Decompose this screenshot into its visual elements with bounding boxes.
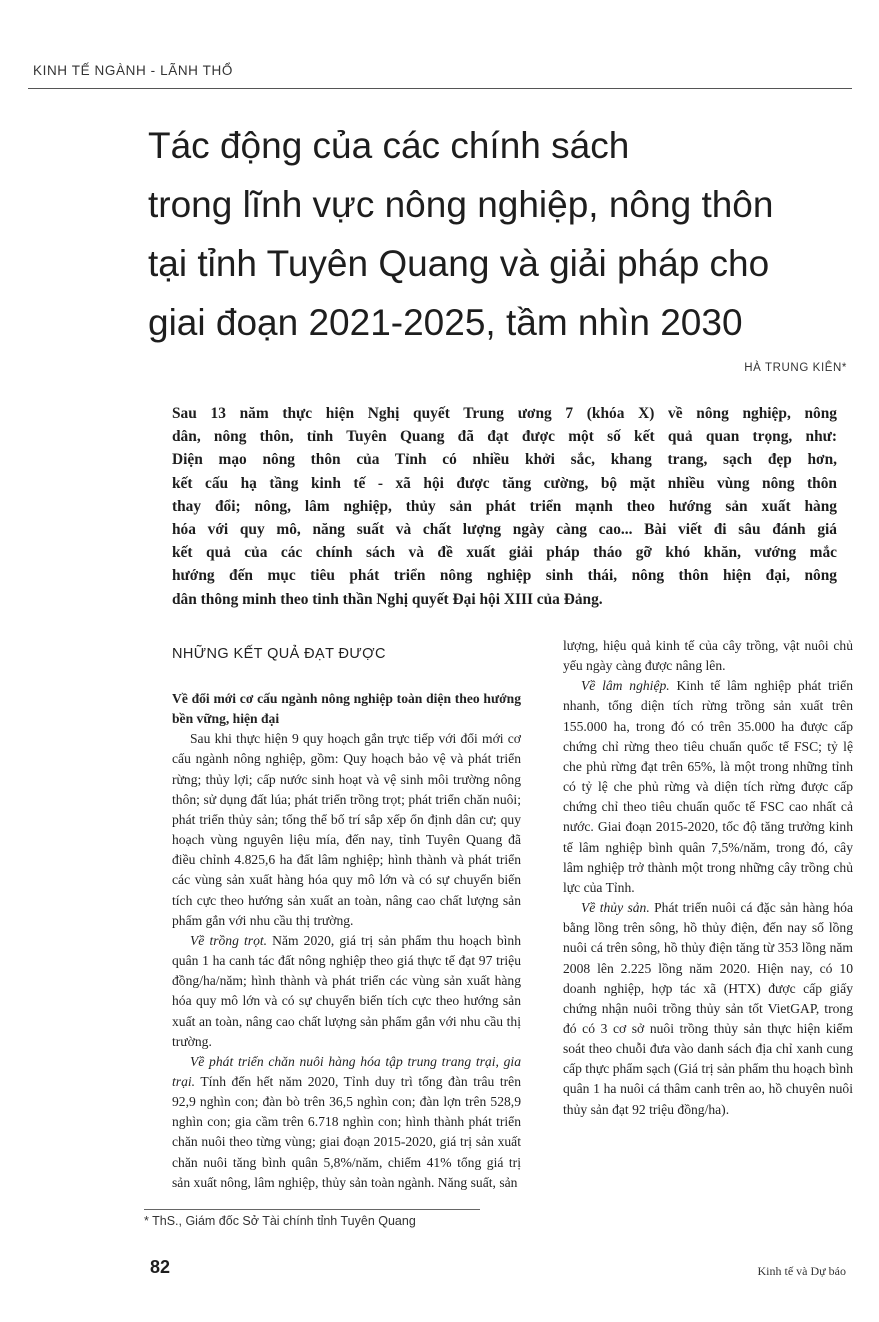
abstract-line: hóa với quy mô, năng suất và chất lượng ngày càng cao... Bài viết đi sâu đánh giá bbox=[172, 521, 837, 539]
paragraph-lead: Về trồng trọt. bbox=[190, 932, 268, 948]
paragraph-text: Tính đến hết năm 2020, Tỉnh duy trì tổng đàn trâu trên 92,9 nghìn con; đàn bò trên 36,5 nghìn con; đàn lợn trên 528,9 nghìn con; gia cầm trên 6.718 nghìn con; hình thành phát triển chăn nuôi theo từng vùng; giai đoạn 2015-2020, giá trị sản xuất chăn nuôi tăng bình quân 5,8%/năm, chiếm 41% tổng giá trị sản xuất nông, lâm nghiệp, thủy sản toàn ngành. Năng suất, sản bbox=[172, 1073, 521, 1190]
paragraph-lead: Về lâm nghiệp. bbox=[581, 678, 670, 694]
abstract-line: kết quả của các chính sách và đề xuất giải pháp tháo gỡ khó khăn, vướng mắc bbox=[172, 544, 837, 562]
body-paragraph: Sau khi thực hiện 9 quy hoạch gắn trực tiếp với đổi mới cơ cấu ngành nông nghiệp, gồm: Quy hoạch bảo vệ và phát triển rừng; thủy lợi; cấp nước sinh hoạt và vệ sinh môi trường nông thôn; sử dụng đất lúa; phát triển trồng trọt; phát triển chăn nuôi; phát triển thủy sản; tổng thể bố trí sắp xếp ổn định dân cư; quy hoạch vùng nguyên liệu mía, đến nay, tỉnh Tuyên Quang đã điều chỉnh 4.825,6 ha đất lâm nghiệp; hình thành và phát triển các vùng sản xuất hàng hóa quy mô lớn và có sự chuyển biến tích cực theo hướng sản xuất an toàn, nâng cao chất lượng sản phẩm gắn với nhu cầu thị trường. bbox=[172, 731, 521, 928]
body-paragraph bbox=[563, 676, 853, 898]
abstract-line: dân, nông thôn, tỉnh Tuyên Quang đã đạt được một số kết quả quan trọng, như: bbox=[172, 428, 837, 446]
title-line: Tác động của các chính sách bbox=[148, 125, 630, 166]
abstract-line: kết cấu hạ tầng kinh tế - xã hội được tăng cường, bộ mặt nhiều vùng nông thôn bbox=[172, 474, 837, 492]
paragraph-lead: Về thủy sản. bbox=[581, 900, 650, 916]
title-line: tại tỉnh Tuyên Quang và giải pháp cho bbox=[148, 243, 770, 284]
paragraph-text: Năm 2020, giá trị sản phẩm thu hoạch bình quân 1 ha canh tác đất nông nghiệp theo giá thực tế đạt 97 triệu đồng/ha/năm; hình thành và phát triển các vùng sản xuất hàng hóa quy mô lớn và có sự chuyển biến tích cực theo hướng sản xuất an toàn, nâng cao chất lượng sản phẩm gắn với nhu cầu thị trường. bbox=[172, 932, 521, 1049]
title-line: giai đoạn 2021-2025, tầm nhìn 2030 bbox=[148, 302, 743, 343]
author-name: HÀ TRUNG KIÊN* bbox=[744, 362, 847, 374]
footnote-rule bbox=[144, 1209, 480, 1210]
paragraph-lead: Về phát triển chăn nuôi hàng hóa tập trung trang trại, gia trại. bbox=[172, 1053, 521, 1089]
abstract-line: Diện mạo nông thôn của Tỉnh có nhiều khởi sắc, khang trang, sạch đẹp hơn, bbox=[172, 451, 837, 469]
body-paragraph: lượng, hiệu quả kinh tế của cây trồng, vật nuôi chủ yếu ngày càng được nâng lên. bbox=[563, 638, 853, 674]
subheading: Về đổi mới cơ cấu ngành nông nghiệp toàn diện theo hướng bền vững, hiện đại bbox=[172, 691, 521, 727]
paragraph-text: Phát triển nuôi cá đặc sản hàng hóa bằng lồng trên sông, hồ thủy điện, đến nay số lồng nuôi cá trên sông, hồ thủy điện tăng từ 353 lồng năm 2008 lên 2.225 lồng năm 2020. Hiện nay, có 10 doanh nghiệp, hợp tác xã (HTX) được cấp giấy chứng nhận nuôi trồng thủy sản tốt VietGAP, trong đó có 3 cơ sở nuôi trồng thủy sản thực hiện kiểm soát theo chuỗi đưa vào danh sách địa chỉ xanh cung cấp thực phẩm sạch (Giá trị sản phẩm thu hoạch bình quân 1 ha nuôi cá thâm canh trên ao, hồ chuyên nuôi thủy sản đạt 92 triệu đồng/ha). bbox=[563, 900, 853, 1117]
title-line: trong lĩnh vực nông nghiệp, nông thôn bbox=[148, 184, 774, 225]
journal-name: Kinh tế và Dự báo bbox=[757, 1264, 846, 1278]
abstract-line: Sau 13 năm thực hiện Nghị quyết Trung ương 7 (khóa X) về nông nghiệp, nông bbox=[172, 405, 837, 422]
article-title bbox=[148, 116, 863, 352]
footnote: * ThS., Giám đốc Sở Tài chính tỉnh Tuyên Quang bbox=[144, 1214, 416, 1228]
right-column bbox=[563, 636, 853, 1120]
section-heading: NHỮNG KẾT QUẢ ĐẠT ĐƯỢC bbox=[172, 646, 386, 662]
header-rule bbox=[28, 88, 852, 89]
page-number: 82 bbox=[150, 1257, 171, 1277]
abstract-line: thay đổi; nông, lâm nghiệp, thủy sản phát triển mạnh theo hướng sản xuất hàng bbox=[172, 497, 837, 515]
abstract bbox=[172, 402, 837, 611]
body-paragraph bbox=[563, 898, 853, 1120]
left-column bbox=[172, 689, 521, 1193]
abstract-line: dân thông minh theo tinh thần Nghị quyết Đại hội XIII của Đảng. bbox=[172, 590, 603, 608]
paragraph-text: Kinh tế lâm nghiệp phát triển nhanh, tổng diện tích rừng trồng sản xuất trên 155.000 ha, trong đó có trên 35.000 ha được cấp chứng chỉ rừng theo tiêu chuẩn quốc tế FSC; tỷ lệ che phủ rừng đạt trên 65%, là một trong những tỉnh có tỷ lệ che phủ rừng và diện tích rừng được cấp chứng chỉ theo tiêu chuẩn quốc tế FSC cao nhất cả nước. Giai đoạn 2015-2020, tốc độ tăng trưởng kinh tế lâm nghiệp bình quân 7,5%/năm, trong đó, cây lâm nghiệp trở thành một trong những cây trồng chủ lực của Tỉnh. bbox=[563, 678, 853, 895]
body-paragraph bbox=[172, 931, 521, 1052]
body-paragraph bbox=[172, 1052, 521, 1193]
section-label: KINH TẾ NGÀNH - LÃNH THỔ bbox=[33, 63, 233, 78]
abstract-line: hướng đến mục tiêu phát triển nông nghiệp sinh thái, nông thôn hiện đại, nông bbox=[172, 567, 837, 585]
